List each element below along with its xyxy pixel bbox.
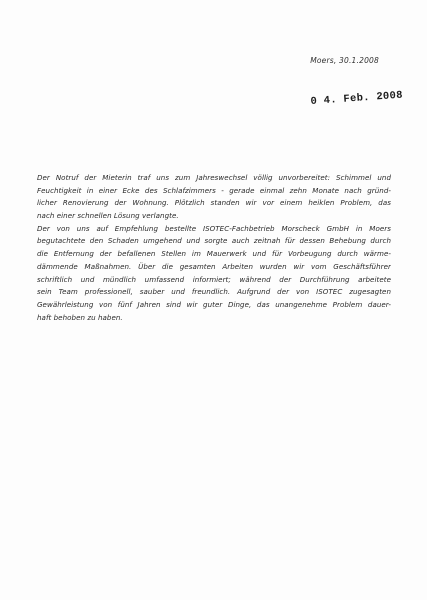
body-line: begutachtete den Schaden umgehend und sorgte auch zeitnah für dessen Behebung durch: [37, 236, 391, 246]
letter-body: [37, 172, 391, 324]
body-line: nach einer schnellen Lösung verlangte.: [37, 211, 179, 221]
body-line: dämmende Maßnahmen. Über die gesamten Arbeiten wurden wir vom Geschäftsführer: [37, 261, 391, 271]
place-and-date: Moers, 30.1.2008: [310, 56, 379, 65]
body-line: schriftlich und mündlich umfassend informiert; während der Durchführung arbeitete: [37, 274, 391, 284]
body-line: haft behoben zu haben.: [37, 312, 123, 322]
body-line: die Entfernung der befallenen Stellen im Mauerwerk und für Vorbeugung durch wärme-: [37, 249, 391, 259]
received-date-stamp: 0 4. Feb. 2008: [310, 89, 404, 108]
body-line: licher Renovierung der Wohnung. Plötzlich standen wir vor einem heiklen Problem, das: [37, 198, 391, 208]
body-line: Gewährleistung von fünf Jahren sind wir guter Dinge, das unangenehme Problem dauer-: [37, 299, 391, 309]
body-line: Der von uns auf Empfehlung bestellte ISOTEC-Fachbetrieb Morscheck GmbH in Moers: [37, 223, 391, 233]
body-line: Der Notruf der Mieterin traf uns zum Jahreswechsel völlig unvorbereitet: Schimmel und: [37, 173, 391, 182]
body-line: Feuchtigkeit in einer Ecke des Schlafzimmers - gerade einmal zehn Monate nach gründ-: [37, 185, 391, 195]
body-line: sein Team professionell, sauber und freundlich. Aufgrund der von ISOTEC zugesagten: [37, 287, 391, 297]
